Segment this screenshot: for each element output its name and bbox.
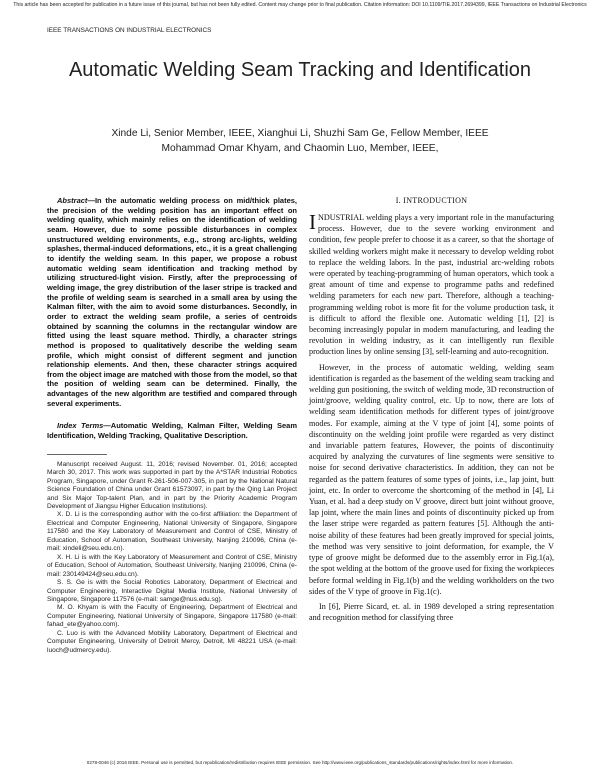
footnote-author-luo: C. Luo is with the Advanced Mobility Laboratory, Department of Electrical and Computer Engineering, University of Detroit Mercy, Detroit, MI 48221 USA (e-mail: luoch@udmercy.edu). xyxy=(47,629,297,654)
footnote-divider xyxy=(47,454,107,455)
left-column xyxy=(47,196,297,655)
footnote-author-li-xh: X. H. Li is with the Key Laboratory of Measurement and Control of CSE, Ministry of Education, School of Automation, Southeast University, Nanjing 210096, China (e-mail: 230149424@seu.edu.cn). xyxy=(47,553,297,578)
abstract xyxy=(47,196,297,408)
author-list xyxy=(40,126,560,156)
intro-paragraph-1 xyxy=(309,212,554,358)
copyright-footer: 0278-0046 (c) 2016 IEEE. Personal use is permitted, but republication/redistribution requires IEEE permission. See http://www.ieee.org/publications_standards/publications/rights/index.html for more information. xyxy=(86,760,514,765)
drop-cap: I xyxy=(309,210,316,234)
intro-paragraph-1-text: NDUSTRIAL welding plays a very important role in the manufacturing process. However, due to the severe working environment and condition, few people prefer to choose it as a career, so that the shortage of skilled welding workers might make it necessary to develop welding robot to replace the welding labors. In the past, industrial arc-welding robots were operated by teaching-programming of human operators, which took a great amount of time and expense to programme paths and redefined welding parameters for each new part. Therefore, although a teaching-programming welding robot is more fit for the volume production task, it is difficult to afford the flexible one. Automatic welding [1], [2] is becoming increasingly popular in modern manufacturing, and leading the revolution in welding industry, as it can intelligently run flexible production lines by online sensing [3], self-learning and auto-recognition. xyxy=(309,213,554,357)
author-line-2: Mohammad Omar Khyam, and Chaomin Luo, Member, IEEE, xyxy=(161,143,439,154)
abstract-text: —In the automatic welding process on mid/thick plates, the precision of the welding position has an important effect on welding quality, which mainly relies on the identification of welding seam. However, due to some possible disturbances in complex unstructured welding environments, e.g., strong arc-lights, welding splashes, thermal-induced deformations, etc., it is a great challenging to identify the welding seam. In this paper, we propose a robust automatic welding seam identification and tracking method by utilizing structured-light vision. Firstly, after the preprocessing of welding image, the grey distribution of the laser stripe is tracked and the profile of welding seam is searched in a small area by using the Kalman filter, with the aim to avoid some disturbances. Secondly, in order to extract the welding seam profile, a series of centroids obtained by scanning the columns in the rectangular window are fitted using the least square method. Thirdly, a character strings method is proposed to qualitatively describe the welding seam profile, which might consist of different segment and junction relationship elements. And then, these character strings acquired from the object image are matched with those from the model, so that the position of welding seam can be determined. Finally, the advantages of the new algorithm are testified and compared through several experiments. xyxy=(47,196,297,408)
acceptance-notice: This article has been accepted for publication in a future issue of this journal, but has not been fully edited. Content may change prior to final publication. Citation information: DOI 10.1109/TIE.2017.2694399, IEEE Transactions on Industrial Electronics xyxy=(13,2,587,8)
footnote-author-li-xd: X. D. Li is the corresponding author with the co-first affiliation: the Department of Electrical and Computer Engineering, National University of Singapore, Singapore 117580 and the Key Laboratory of Measurement and Control of CSE, Ministry of Education, School of Automation, Southeast University, Nanjing 210096, China (e-mail: xindeli@seu.edu.cn). xyxy=(47,511,297,553)
abstract-label: Abstract xyxy=(57,196,88,205)
footnote-author-khyam: M. O. Khyam is with the Faculty of Engineering, Department of Electrical and Computer Engineering, National University of Singapore, Singapore 117580 (e-mail: fahad_ete@yahoo.com). xyxy=(47,604,297,629)
index-terms xyxy=(47,421,297,440)
running-head: IEEE TRANSACTIONS ON INDUSTRIAL ELECTRONICS xyxy=(47,27,212,34)
author-footnotes xyxy=(47,461,297,655)
intro-paragraph-2: However, in the process of automatic welding, welding seam identification is regarded as the basement of the welding seam tracking and welding gun positioning, the switch of welding mode, 3D reconstruction of joint/groove, welding quality control, etc. Up to now, there are lots of welding seam identification methods for different types of joint/groove modes. For example, aiming at the V type of joint [4], some points of discontinuity on the welding joint profile were regarded as very distinct and invariable pattern features, However, the points of discontinuity acquired by analyzing the curvatures of line segments were sensitive to noise for second derivative characteristics. In addition, they can not be regarded as the pattern features of some types of joints, i.e., lap joint, butt joint, etc. In order to overcome the shortcoming of the method in [4], Li Yuan, et al. had a deep study on V groove, direct butt joint without groove, lap joint, where the main lines and points of discontinuity picked up from the laser stripe were regarded as pattern features [5]. Although the anti-noise ability of these features had been greatly improved for special joints, the method was very sensitive to joint deformation, for example, the V type of groove might be deformed due to the assembly error in Fig.1(a), the spot welding at the bottom of the groove used for fixing the workpieces before formal welding in Fig.1(b) and the welding workholders on the two sides of the V type of groove in Fig.1(c). xyxy=(309,362,554,596)
footnote-manuscript: Manuscript received August. 11, 2016; revised November. 01, 2016; accepted March 30, 2017. This work was supported in part by the A*STAR Industrial Robotics Program, Singapore, under Grant R-261-506-007-305, in part by the National Natural Science Foundation of China under Grant 61573097, in part by the Qing Lan Project and Six Major Top-talent Plan, and in part by the Priority Academic Program Development of Jiangsu Higher Education Institutions). xyxy=(47,460,297,511)
section-heading-introduction: I. INTRODUCTION xyxy=(395,196,468,205)
footnote-author-ge: S. S. Ge is with the Social Robotics Laboratory, Department of Electrical and Computer Engineering, Interactive Digital Media Institute, National University of Singapore, Singapore 117576 (e-mail: samge@nus.edu.sg). xyxy=(47,579,297,603)
intro-paragraph-3: In [6], Pierre Sicard, et. al. in 1989 developed a string representation and recognition method for classifying three xyxy=(309,601,554,623)
author-line-1: Xinde Li, Senior Member, IEEE, Xianghui Li, Shuzhi Sam Ge, Fellow Member, IEEE xyxy=(111,128,489,139)
right-column xyxy=(309,196,554,623)
index-terms-text: —Automatic Welding, Kalman Filter, Welding Seam Identification, Welding Tracking, Qualitative Description. xyxy=(47,421,297,441)
paper-title: Automatic Welding Seam Tracking and Identification xyxy=(68,59,532,81)
index-terms-label: Index Terms xyxy=(57,421,104,431)
